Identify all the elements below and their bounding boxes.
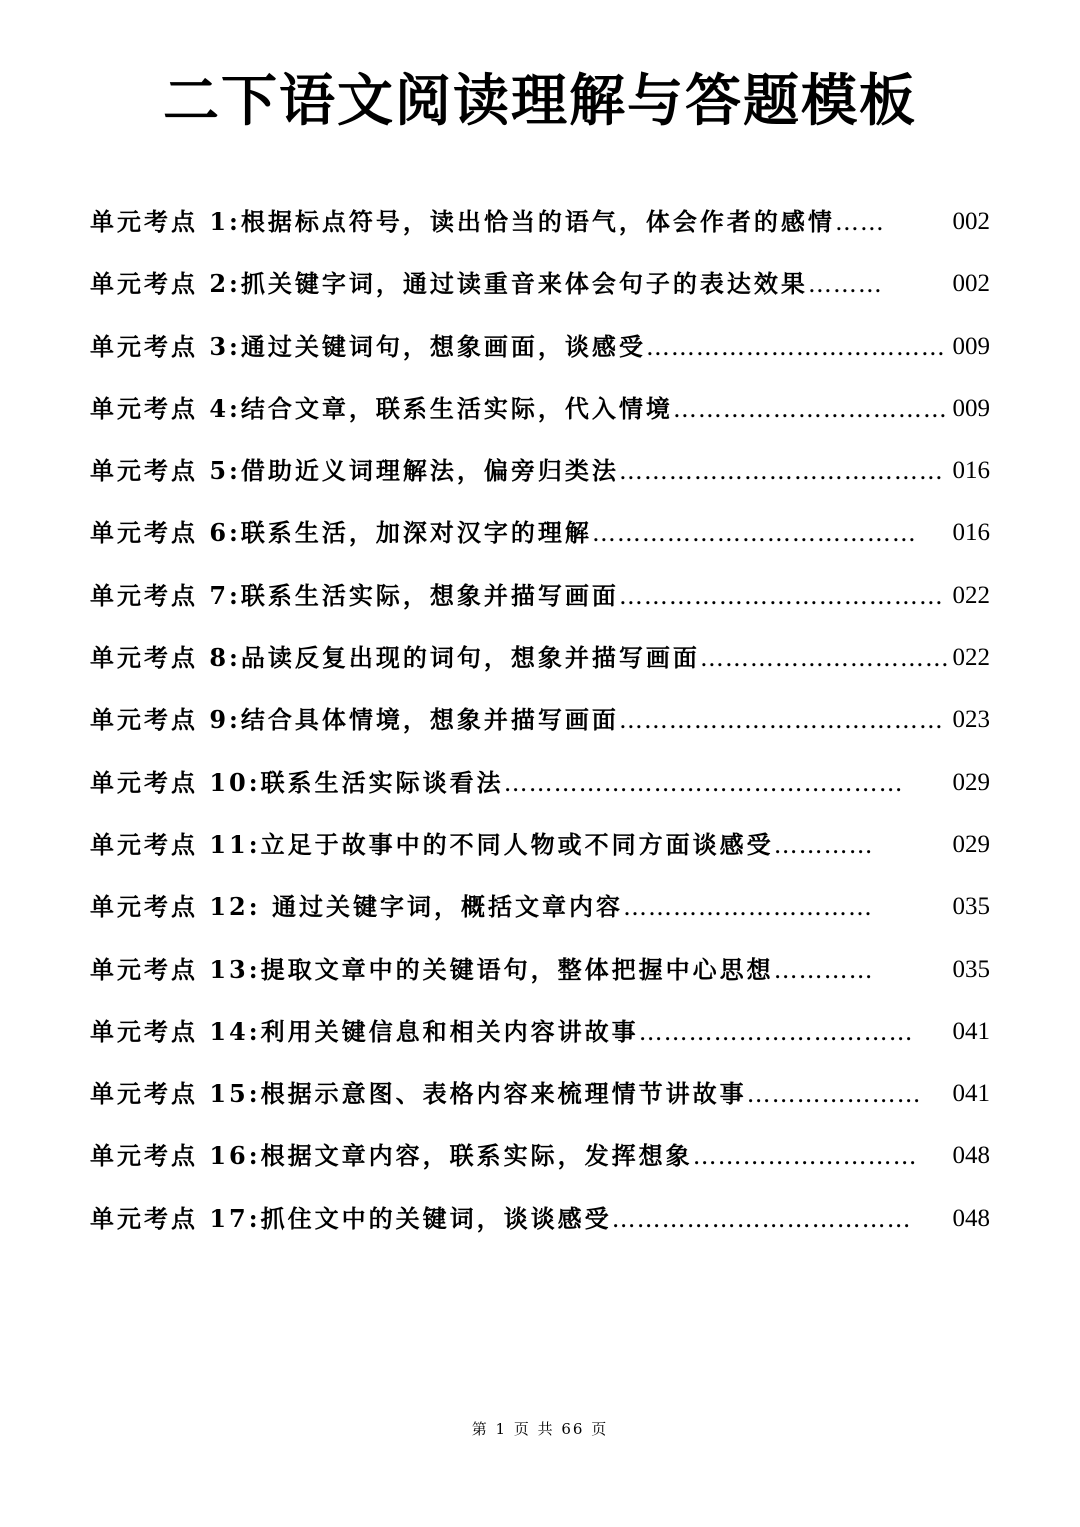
toc-page-number: 048 [952, 1204, 990, 1232]
toc-entry[interactable] [90, 766, 990, 828]
toc-leader-dots: ……………………………… [645, 332, 946, 361]
toc-entry[interactable] [90, 1202, 990, 1264]
toc-entry-label: 单元考点 4:结合文章，联系生活实际，代入情境 [90, 393, 673, 423]
toc-entry-label: 单元考点 6:联系生活，加深对汉字的理解 [90, 518, 592, 548]
toc-entry-label: 单元考点 1:根据标点符号，读出恰当的语气，体会作者的感情 [90, 207, 835, 236]
toc-leader-dots: …… [834, 208, 885, 236]
toc-entry[interactable] [90, 953, 990, 1015]
toc-page-number: 009 [952, 394, 990, 422]
toc-entry-label: 单元考点 17:抓住文中的关键词，谈谈感受 [90, 1203, 612, 1233]
toc-leader-dots: ………………………………… [618, 457, 944, 486]
toc-leader-dots: ………………………………………… [503, 768, 904, 797]
toc-leader-dots: ………………… [746, 1080, 922, 1109]
toc-entry-label: 单元考点 8:品读反复出现的词句，想象并描写画面 [90, 643, 700, 673]
toc-entry-label: 单元考点 13:提取文章中的关键语句，整体把握中心思想 [90, 954, 774, 984]
toc-page-number: 048 [952, 1142, 990, 1170]
toc-page-number: 002 [952, 208, 990, 235]
toc-page-number: 022 [952, 581, 990, 609]
toc-leader-dots: ………… [773, 830, 874, 859]
toc-entry[interactable] [90, 1139, 990, 1201]
toc-entry[interactable] [90, 828, 990, 890]
toc-entry[interactable] [90, 1015, 990, 1077]
toc-entry-label: 单元考点 7:联系生活实际，想象并描写画面 [90, 580, 619, 610]
toc-entry-label: 单元考点 2:抓关键字词，通过读重音来体会句子的表达效果 [90, 269, 808, 299]
toc-leader-dots: ………………………………… [591, 519, 917, 548]
toc-entry[interactable] [90, 703, 990, 765]
toc-entry-label: 单元考点 15:根据示意图、表格内容来梳理情节讲故事 [90, 1079, 747, 1109]
toc-page-number: 002 [952, 270, 990, 298]
toc-entry-label: 单元考点 16:根据文章内容，联系实际，发挥想象 [90, 1141, 693, 1171]
toc-page-number: 029 [952, 768, 990, 796]
toc-entry[interactable] [90, 641, 990, 703]
toc-page-number: 041 [952, 1080, 990, 1108]
toc-page-number: 041 [952, 1017, 990, 1045]
toc-page-number: 029 [952, 830, 990, 858]
table-of-contents [90, 205, 990, 1264]
toc-leader-dots: ………… [773, 955, 874, 984]
toc-leader-dots: …………………………… [672, 394, 948, 423]
toc-leader-dots: ……………………… [692, 1142, 918, 1171]
toc-page-number: 035 [952, 893, 990, 921]
toc-entry-label: 单元考点 11:立足于故事中的不同人物或不同方面谈感受 [90, 829, 774, 859]
toc-entry[interactable] [90, 267, 990, 329]
toc-page-number: 035 [952, 955, 990, 983]
toc-entry-label: 单元考点 3:通过关键词句，想象画面，谈感受 [90, 331, 646, 361]
toc-entry[interactable] [90, 890, 990, 952]
toc-leader-dots: ………………………………… [618, 706, 944, 735]
toc-page-number: 009 [952, 332, 990, 360]
toc-entry-label: 单元考点 12: 通过关键字词，概括文章内容 [90, 892, 623, 922]
toc-entry[interactable] [90, 516, 990, 578]
toc-entry[interactable] [90, 454, 990, 516]
toc-page-number: 016 [952, 457, 990, 485]
toc-entry-label: 单元考点 14:利用关键信息和相关内容讲故事 [90, 1016, 639, 1046]
toc-page-number: 016 [952, 519, 990, 547]
page-footer: 第 1 页 共 66 页 [471, 1420, 609, 1438]
toc-leader-dots: ……… [807, 270, 883, 299]
toc-entry[interactable] [90, 1077, 990, 1139]
toc-page-number: 023 [952, 706, 990, 734]
toc-entry-label: 单元考点 10:联系生活实际谈看法 [90, 767, 504, 797]
toc-leader-dots: ……………………………… [611, 1204, 912, 1233]
toc-entry[interactable] [90, 392, 990, 454]
toc-entry[interactable] [90, 579, 990, 641]
toc-page-number: 022 [952, 644, 990, 672]
toc-entry-label: 单元考点 9:结合具体情境，想象并描写画面 [90, 705, 619, 735]
toc-leader-dots: …………………………… [638, 1017, 914, 1046]
toc-leader-dots: ………………………… [622, 893, 873, 922]
toc-entry[interactable] [90, 330, 990, 392]
toc-entry[interactable] [90, 205, 990, 267]
page-title: 二下语文阅读理解与答题模板 [163, 69, 917, 134]
toc-leader-dots: ………………………… [699, 644, 950, 673]
toc-leader-dots: ………………………………… [618, 581, 944, 610]
toc-entry-label: 单元考点 5:借助近义词理解法，偏旁归类法 [90, 456, 619, 486]
